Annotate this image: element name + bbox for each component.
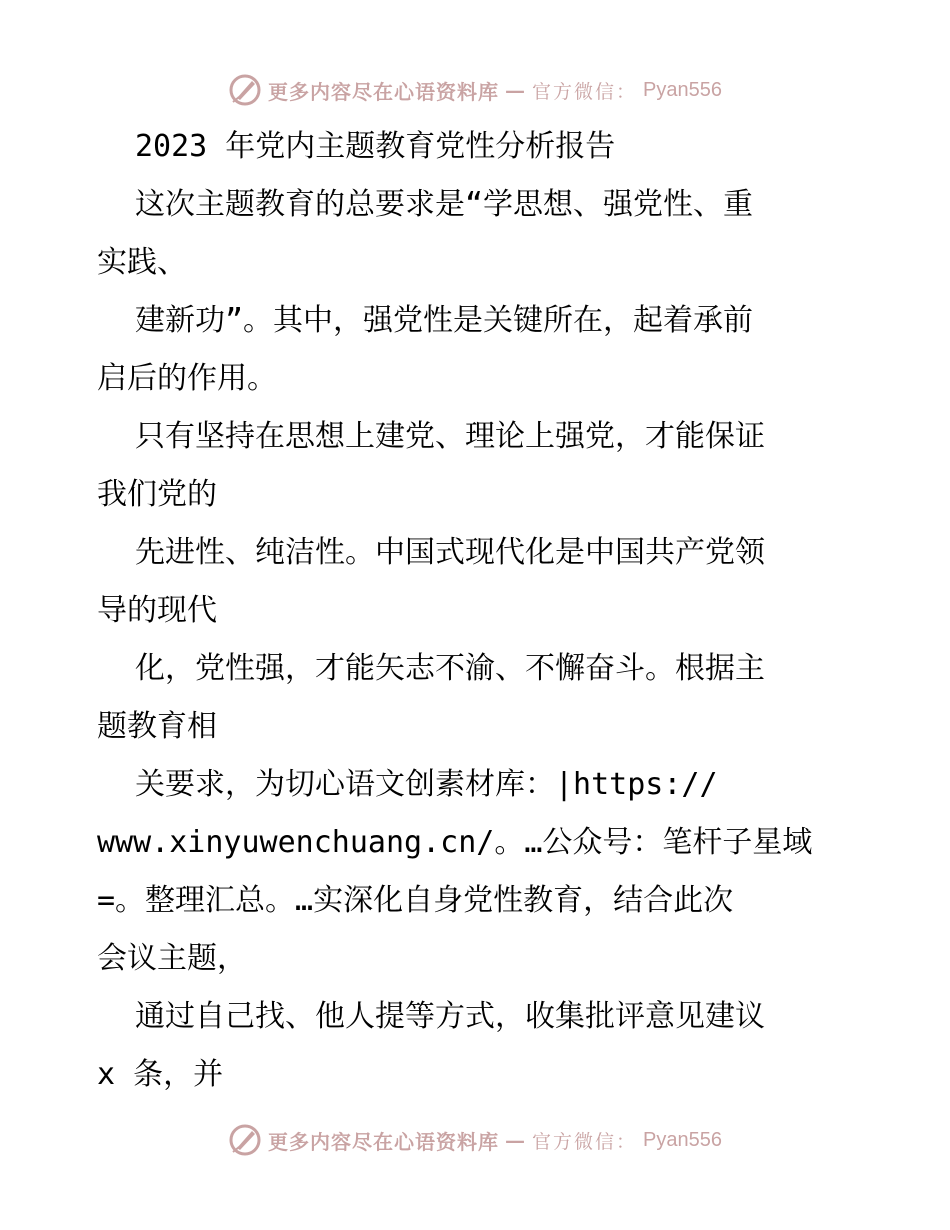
watermark-text: 更多内容尽在心语资料库 (268, 79, 499, 104)
paragraph-line: www.xinyuwenchuang.cn/。…公众号：笔杆子星域 (97, 825, 813, 860)
paragraph-line: 我们党的 (97, 477, 217, 512)
document-body (97, 118, 857, 1104)
document-title: 2023 年党内主题教育党性分析报告 (135, 129, 616, 164)
paragraph-line: 先进性、纯洁性。中国式现代化是中国共产党领 (135, 535, 765, 570)
header-watermark (0, 70, 950, 110)
paragraph-line: 导的现代 (97, 593, 217, 628)
watermark-wechat-label: 官方微信： (532, 80, 638, 103)
paragraph-line: 关要求，为切心语文创素材库：|https:// (135, 767, 718, 802)
footer-watermark (0, 1120, 950, 1160)
paragraph-line: 通过自己找、他人提等方式，收集批评意见建议 (135, 999, 765, 1034)
paragraph-line: 题教育相 (97, 709, 217, 744)
watermark-wechat-label: 官方微信： (532, 1130, 638, 1153)
paragraph-line: =。整理汇总。…实深化自身党性教育，结合此次 (97, 883, 734, 918)
paragraph-line: x 条，并 (97, 1057, 224, 1092)
paragraph-line: 会议主题， (97, 941, 247, 976)
watermark-dash: — (505, 78, 526, 102)
watermark-wechat-id: Pyan556 (643, 1128, 722, 1151)
watermark-dash: — (505, 1128, 526, 1152)
quill-pen-logo-icon (228, 73, 262, 107)
paragraph-line: 化，党性强，才能矢志不渝、不懈奋斗。根据主 (135, 651, 765, 686)
paragraph-line: 这次主题教育的总要求是“学思想、强党性、重 (135, 187, 754, 222)
watermark-text: 更多内容尽在心语资料库 (268, 1129, 499, 1154)
watermark-wechat-id: Pyan556 (643, 78, 722, 101)
paragraph-line: 建新功”。其中，强党性是关键所在，起着承前 (135, 303, 754, 338)
quill-pen-logo-icon (228, 1123, 262, 1157)
paragraph-line: 启后的作用。 (97, 361, 277, 396)
paragraph-line: 只有坚持在思想上建党、理论上强党，才能保证 (135, 419, 765, 454)
paragraph-line: 实践、 (97, 245, 187, 280)
